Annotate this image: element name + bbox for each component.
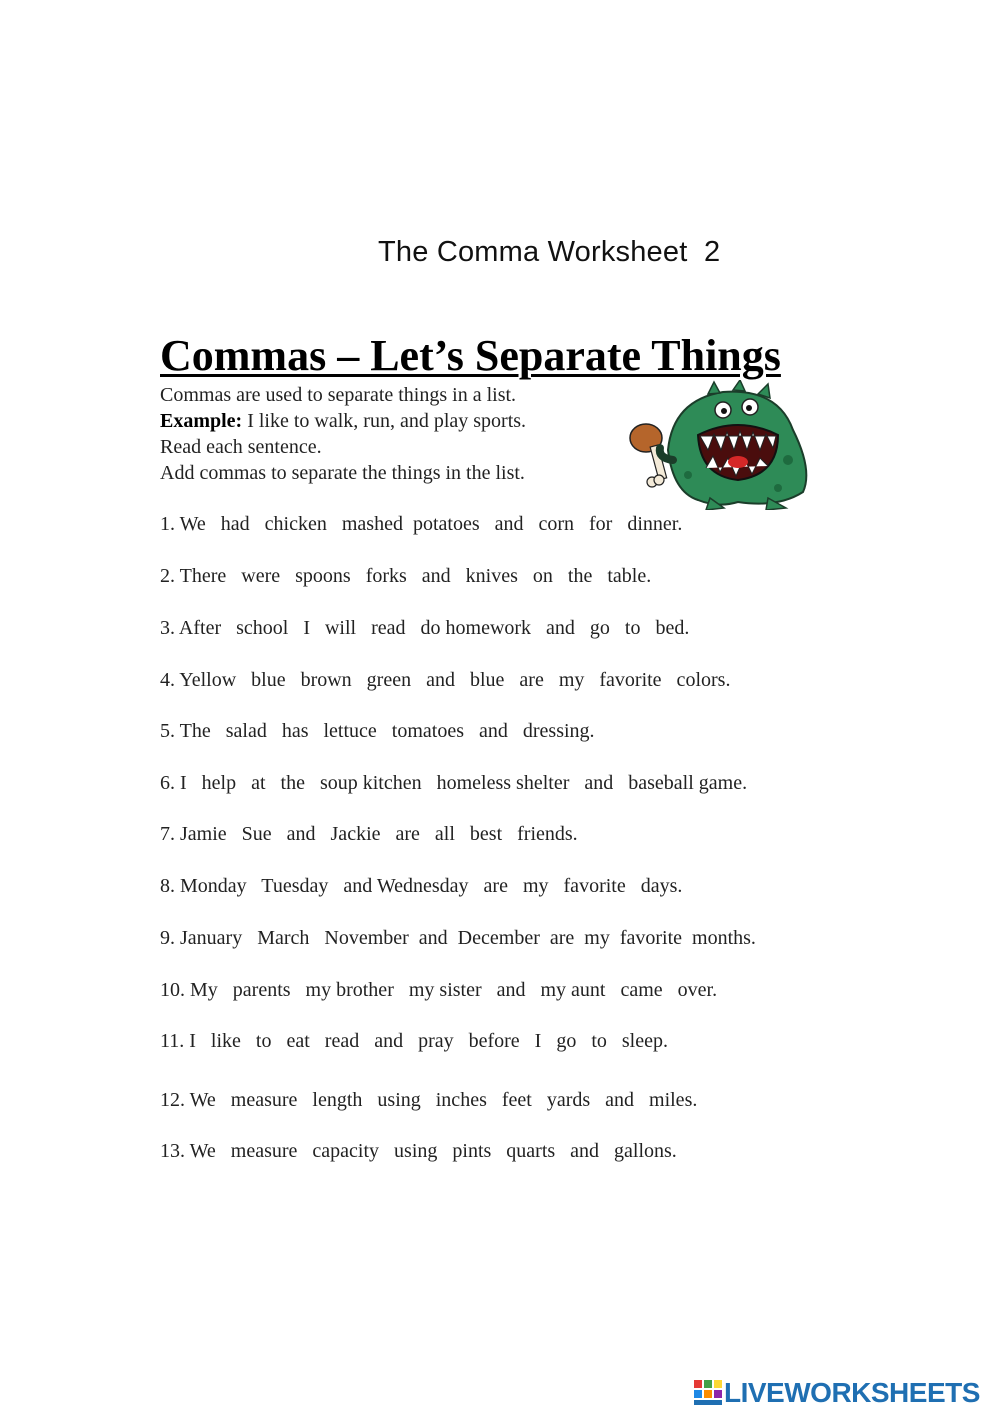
example-label: Example: [160,410,243,432]
page-heading: Commas – Let’s Separate Things [160,331,781,380]
list-item: 8. Monday Tuesday and Wednesday are my favorite days. [160,875,683,897]
list-item: 6. I help at the soup kitchen homeless shelter and baseball game. [160,772,748,794]
list-item: 3. After school I will read do homework and go to bed. [160,617,690,639]
list-item: 13. We measure capacity using pints quarts and gallons. [160,1140,677,1162]
intro-example [160,408,526,434]
monster-illustration [628,380,813,510]
liveworksheets-brand[interactable] [694,1378,980,1408]
list-item: 11. I like to eat read and pray before I go to sleep. [160,1030,668,1052]
list-item: 5. The salad has lettuce tomatoes and dressing. [160,720,595,742]
worksheet-title: The Comma Worksheet 2 [378,236,721,268]
intro-line-3: Read each sentence. [160,436,322,458]
list-item: 9. January March November and December are my favorite months. [160,927,756,949]
list-item: 1. We had chicken mashed potatoes and corn for dinner. [160,513,683,535]
intro-line-1: Commas are used to separate things in a list. [160,384,517,406]
liveworksheets-logo-icon [694,1380,722,1406]
intro-line-4: Add commas to separate the things in the list. [160,462,525,484]
brand-name: LIVEWORKSHEETS [724,1377,980,1408]
list-item: 7. Jamie Sue and Jackie are all best friends. [160,823,578,845]
list-item: 10. My parents my brother my sister and my aunt came over. [160,979,718,1001]
list-item: 2. There were spoons forks and knives on the table. [160,565,652,587]
list-item: 4. Yellow blue brown green and blue are my favorite colors. [160,669,731,691]
list-item: 12. We measure length using inches feet yards and miles. [160,1089,698,1111]
intro-text [160,382,526,486]
example-text: I like to walk, run, and play sports. [242,410,527,432]
